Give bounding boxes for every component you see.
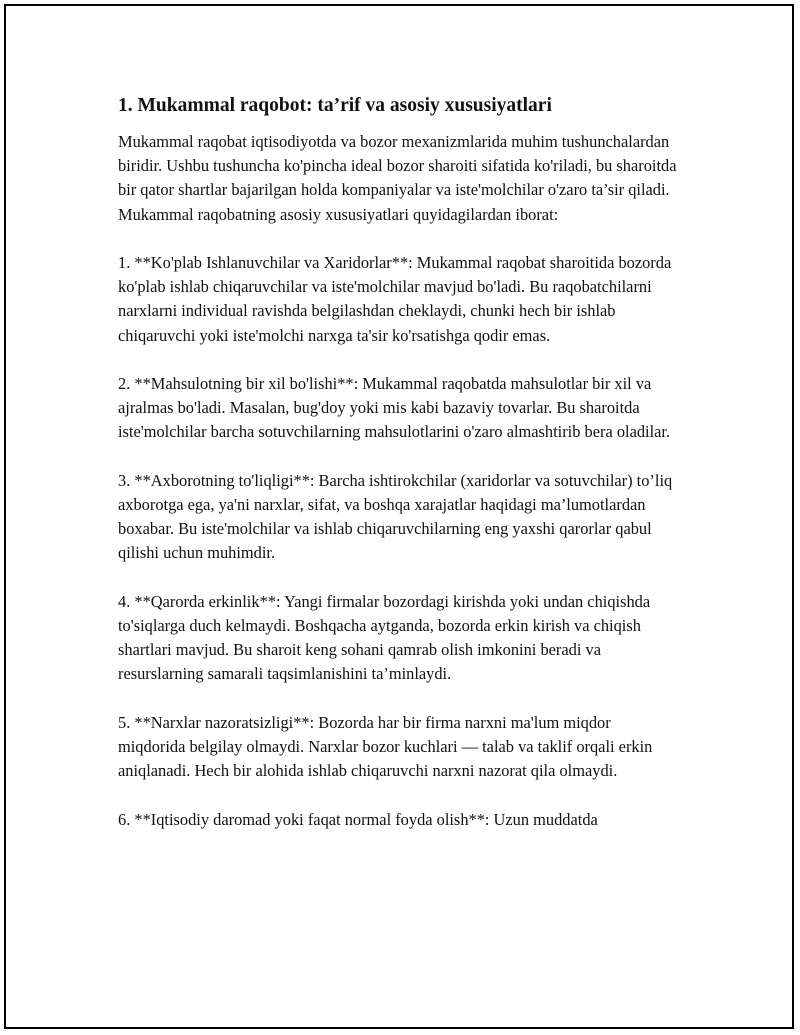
list-item-1: 1. **Ko'plab Ishlanuvchilar va Xaridorlar**: Mukammal raqobat sharoitida bozorda ko'plab ishlab chiqaruvchilar va iste'molchilar mavjud bo'ladi. Bu raqobatchilarni narxlarni individual ravishda belgilashdan cheklaydi, chunki hech bir ishlab chiqaruvchi yoki iste'molchi narxga ta'sir ko'rsatishga qodir emas. (118, 253, 672, 345)
list-item-3: 3. **Axborotning to'liqligi**: Barcha ishtirokchilar (xaridorlar va sotuvchilar) to’liq axborotga ega, ya'ni narxlar, sifat, va boshqa xarajatlar haqidagi ma’lumotlardan boxabar. Bu iste'molchilar va ishlab chiqaruvchilarning eng yaxshi qarorlar qabul qilishi uchun muhimdir. (118, 470, 673, 563)
section-heading: 1. Mukammal raqobot: ta’rif va asosiy xususiyatlari (118, 95, 552, 116)
document-body (118, 92, 680, 856)
intro-paragraph: Mukammal raqobat iqtisodiyotda va bozor mexanizmlarida muhim tushunchalardan biridir. Ushbu tushuncha ko'pincha ideal bozor sharoiti sifatida ko'riladi, bu sharoitda bir qator shartlar bajarilgan holda kompaniyalar va iste'molchilar o'zaro ta’sir qiladi. Mukammal raqobatning asosiy xususiyatlari quyidagilardan iborat: (118, 132, 677, 224)
list-item-6: 6. **Iqtisodiy daromad yoki faqat normal foyda olish**: Uzun muddatda (118, 809, 598, 829)
list-item-2: 2. **Mahsulotning bir xil bo'lishi**: Mukammal raqobatda mahsulotlar bir xil va ajralmas bo'ladi. Masalan, bug'doy yoki mis kabi bazaviy tovarlar. Bu sharoitda iste'molchilar barcha sotuvchilarning mahsulotlarini o'zaro almashtirib bera oladilar. (118, 374, 671, 442)
list-item-5: 5. **Narxlar nazoratsizligi**: Bozorda har bir firma narxni ma'lum miqdor miqdorida belgilay olmaydi. Narxlar bozor kuchlari — talab va taklif orqali erkin aniqlanadi. Hech bir alohida ishlab chiqaruvchi narxni nazorat qila olmaydi. (118, 712, 653, 781)
list-item-4: 4. **Qarorda erkinlik**: Yangi firmalar bozordagi kirishda yoki undan chiqishda to'siqlarga duch kelmaydi. Boshqacha aytganda, bozorda erkin kirish va chiqish shartlari mavjud. Bu sharoit keng sohani qamrab olish imkonini beradi va resurslarning samarali taqsimlanishini ta’minlaydi. (118, 591, 651, 684)
